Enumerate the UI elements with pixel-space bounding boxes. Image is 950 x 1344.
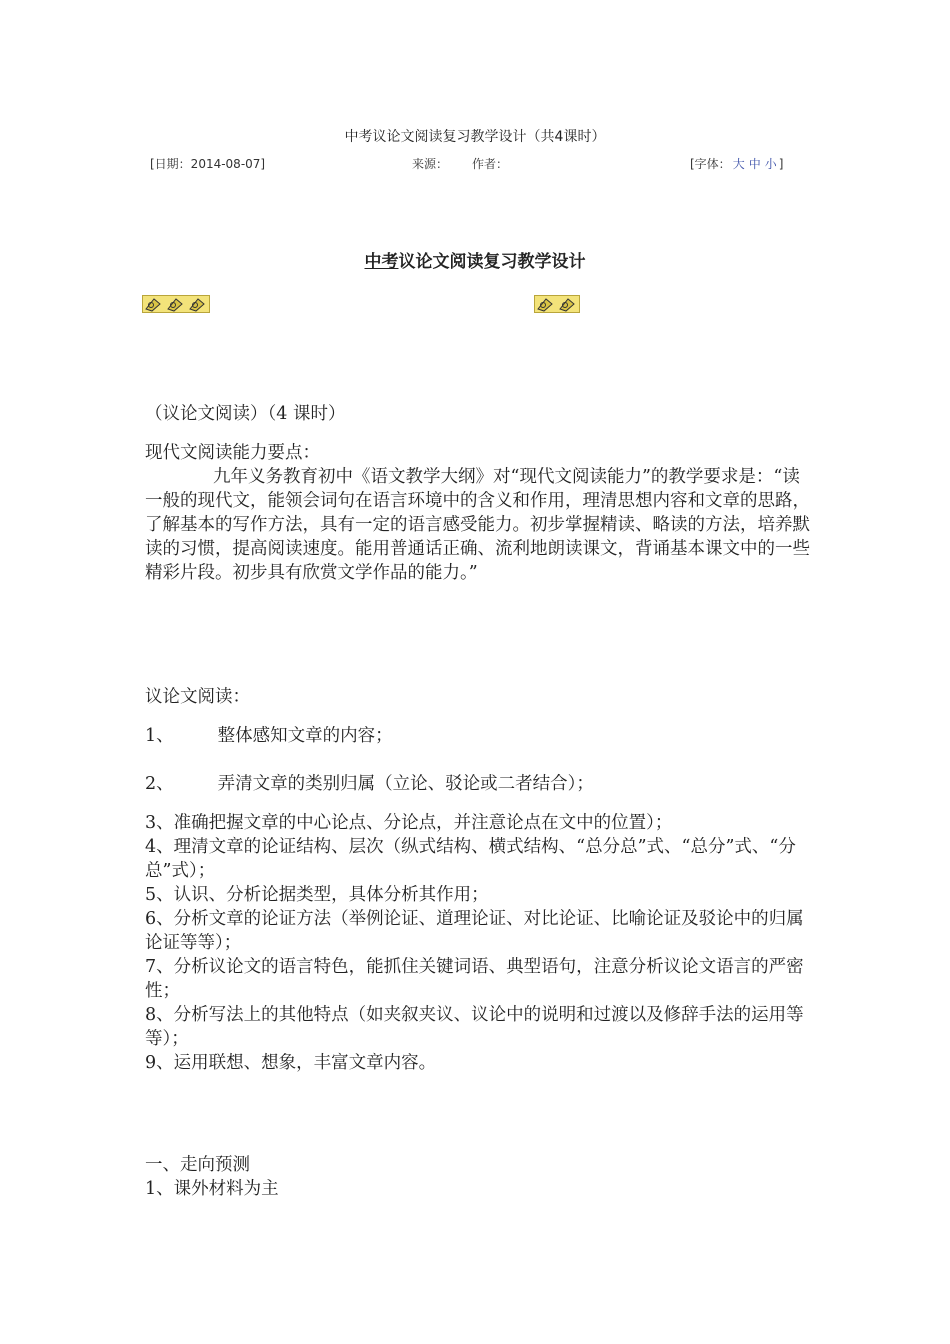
section-label: 现代文阅读能力要点： bbox=[145, 443, 320, 463]
list-number: 1、 bbox=[145, 726, 174, 746]
list-item: 5、认识、分析论据类型，具体分析其作用； bbox=[145, 885, 489, 905]
list-item: 3、准确把握文章的中心论点、分论点，并注意论点在文中的位置）； bbox=[145, 813, 673, 833]
font-size-small-link[interactable]: 小 bbox=[764, 157, 777, 171]
scroll-ornament-icon bbox=[165, 296, 187, 312]
list-item: 4、理清文章的论证结构、层次（纵式结构、横式结构、“总分总”式、“总分”式、“分总”式）； bbox=[145, 837, 796, 881]
font-size-selector bbox=[690, 155, 783, 172]
heading-underlined: 中考 bbox=[364, 252, 399, 272]
font-size-large-link[interactable]: 大 bbox=[732, 157, 745, 171]
date-label: [日期：2014-08-07] bbox=[150, 157, 266, 171]
ornament-strip-right bbox=[534, 295, 580, 313]
list-text: 弄清文章的类别归属（立论、驳论或二者结合）； bbox=[217, 774, 594, 794]
list-text: 整体感知文章的内容； bbox=[217, 726, 393, 746]
list-item bbox=[145, 772, 810, 796]
source-label: 来源： bbox=[412, 157, 449, 171]
page-title: 中考议论文阅读复习教学设计（共4课时） bbox=[344, 129, 606, 145]
author-label: 作者： bbox=[472, 157, 509, 171]
list-item: 6、分析文章的论证方法（举例论证、道理论证、对比论证、比喻论证及驳论中的归属论证等等）； bbox=[145, 909, 804, 953]
scroll-ornament-icon bbox=[535, 296, 557, 312]
scroll-ornament-icon bbox=[557, 296, 579, 312]
list-item: 9、运用联想、想象，丰富文章内容。 bbox=[145, 1053, 437, 1073]
document-heading bbox=[0, 247, 950, 272]
font-size-label: [字体： bbox=[690, 157, 731, 171]
section-label: 一、走向预测 bbox=[145, 1155, 250, 1175]
scroll-ornament-icon bbox=[143, 296, 165, 312]
list-item: 1、课外材料为主 bbox=[145, 1179, 279, 1199]
list-item bbox=[145, 724, 810, 748]
list-number: 2、 bbox=[145, 774, 174, 794]
objectives-list bbox=[145, 811, 810, 1075]
lesson-subtitle: （议论文阅读）（4 课时） bbox=[145, 404, 346, 424]
ornament-strip-left bbox=[142, 295, 210, 313]
section-forecast bbox=[145, 1153, 810, 1201]
font-size-medium-link[interactable]: 中 bbox=[748, 157, 761, 171]
section-label: 议论文阅读： bbox=[145, 687, 250, 707]
font-size-close: ] bbox=[778, 157, 784, 171]
heading-rest: 议论文阅读复习教学设计 bbox=[398, 252, 586, 272]
body-paragraph: 九年义务教育初中《语文教学大纲》对“现代文阅读能力”的教学要求是：“读一般的现代文，能领会词句在语言环境中的含义和作用，理清思想内容和文章的思路，了解基本的写作方法，具有一定的语言感受能力。初步掌握精读、略读的方法，培养默读的习惯，提高阅读速度。能用普通话正确、流利地朗读课文，背诵基本课文中的一些精彩片段。初步具有欣赏文学作品的能力。” bbox=[145, 467, 810, 583]
section-reading-ability bbox=[145, 441, 810, 585]
list-item: 8、分析写法上的其他特点（如夹叙夹议、议论中的说明和过渡以及修辞手法的运用等等）； bbox=[145, 1005, 804, 1049]
scroll-ornament-icon bbox=[187, 296, 209, 312]
list-item: 7、分析议论文的语言特色，能抓住关键词语、典型语句，注意分析议论文语言的严密性； bbox=[145, 957, 804, 1001]
